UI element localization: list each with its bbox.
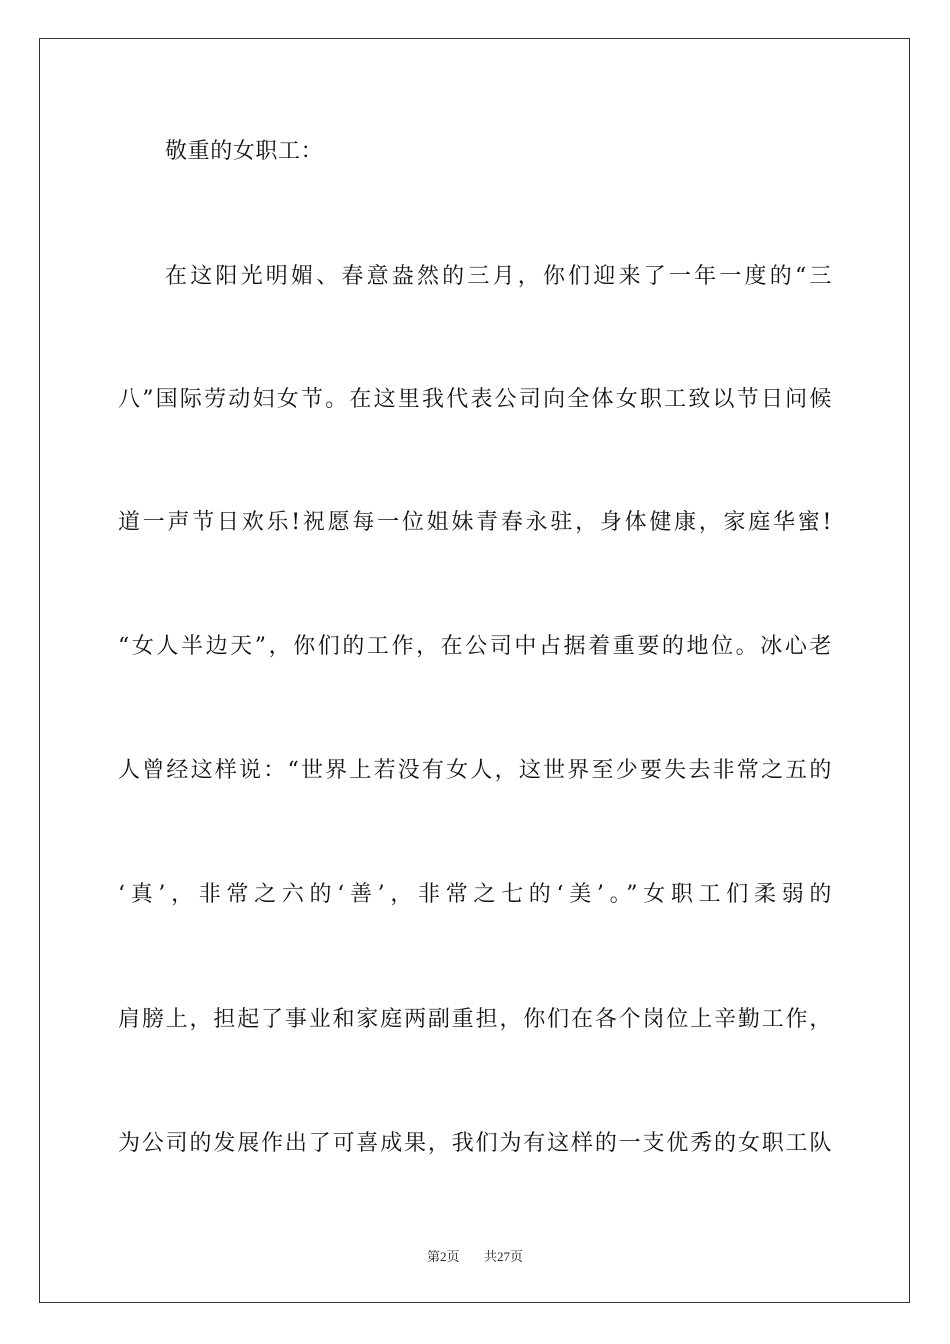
body-line-6: ‘真’，非常之六的‘善’，非常之七的‘美’。”女职工们柔弱的 (118, 882, 832, 907)
body-line-7: 肩膀上，担起了事业和家庭两副重担，你们在各个岗位上辛勤工作， (118, 1007, 832, 1032)
body-line-8: 为公司的发展作出了可喜成果，我们为有这样的一支优秀的女职工队 (118, 1131, 832, 1156)
page-border (39, 38, 910, 1303)
page-total: 共27页 (484, 1249, 524, 1264)
page-footer (0, 1248, 950, 1266)
body-line-4: “女人半边天”，你们的工作，在公司中占据着重要的地位。冰心老 (118, 634, 832, 659)
body-line-3: 道一声节日欢乐!祝愿每一位姐妹青春永驻，身体健康，家庭华蜜! (118, 510, 832, 535)
body-line-5: 人曾经这样说：“世界上若没有女人，这世界至少要失去非常之五的 (118, 758, 832, 783)
page-number: 第2页 (426, 1249, 460, 1264)
body-line-2: 八”国际劳动妇女节。在这里我代表公司向全体女职工致以节日问候 (118, 387, 832, 412)
salutation: 敬重的女职工： (165, 139, 324, 164)
body-line-1: 在这阳光明媚、春意盎然的三月，你们迎来了一年一度的“三 (165, 264, 832, 289)
